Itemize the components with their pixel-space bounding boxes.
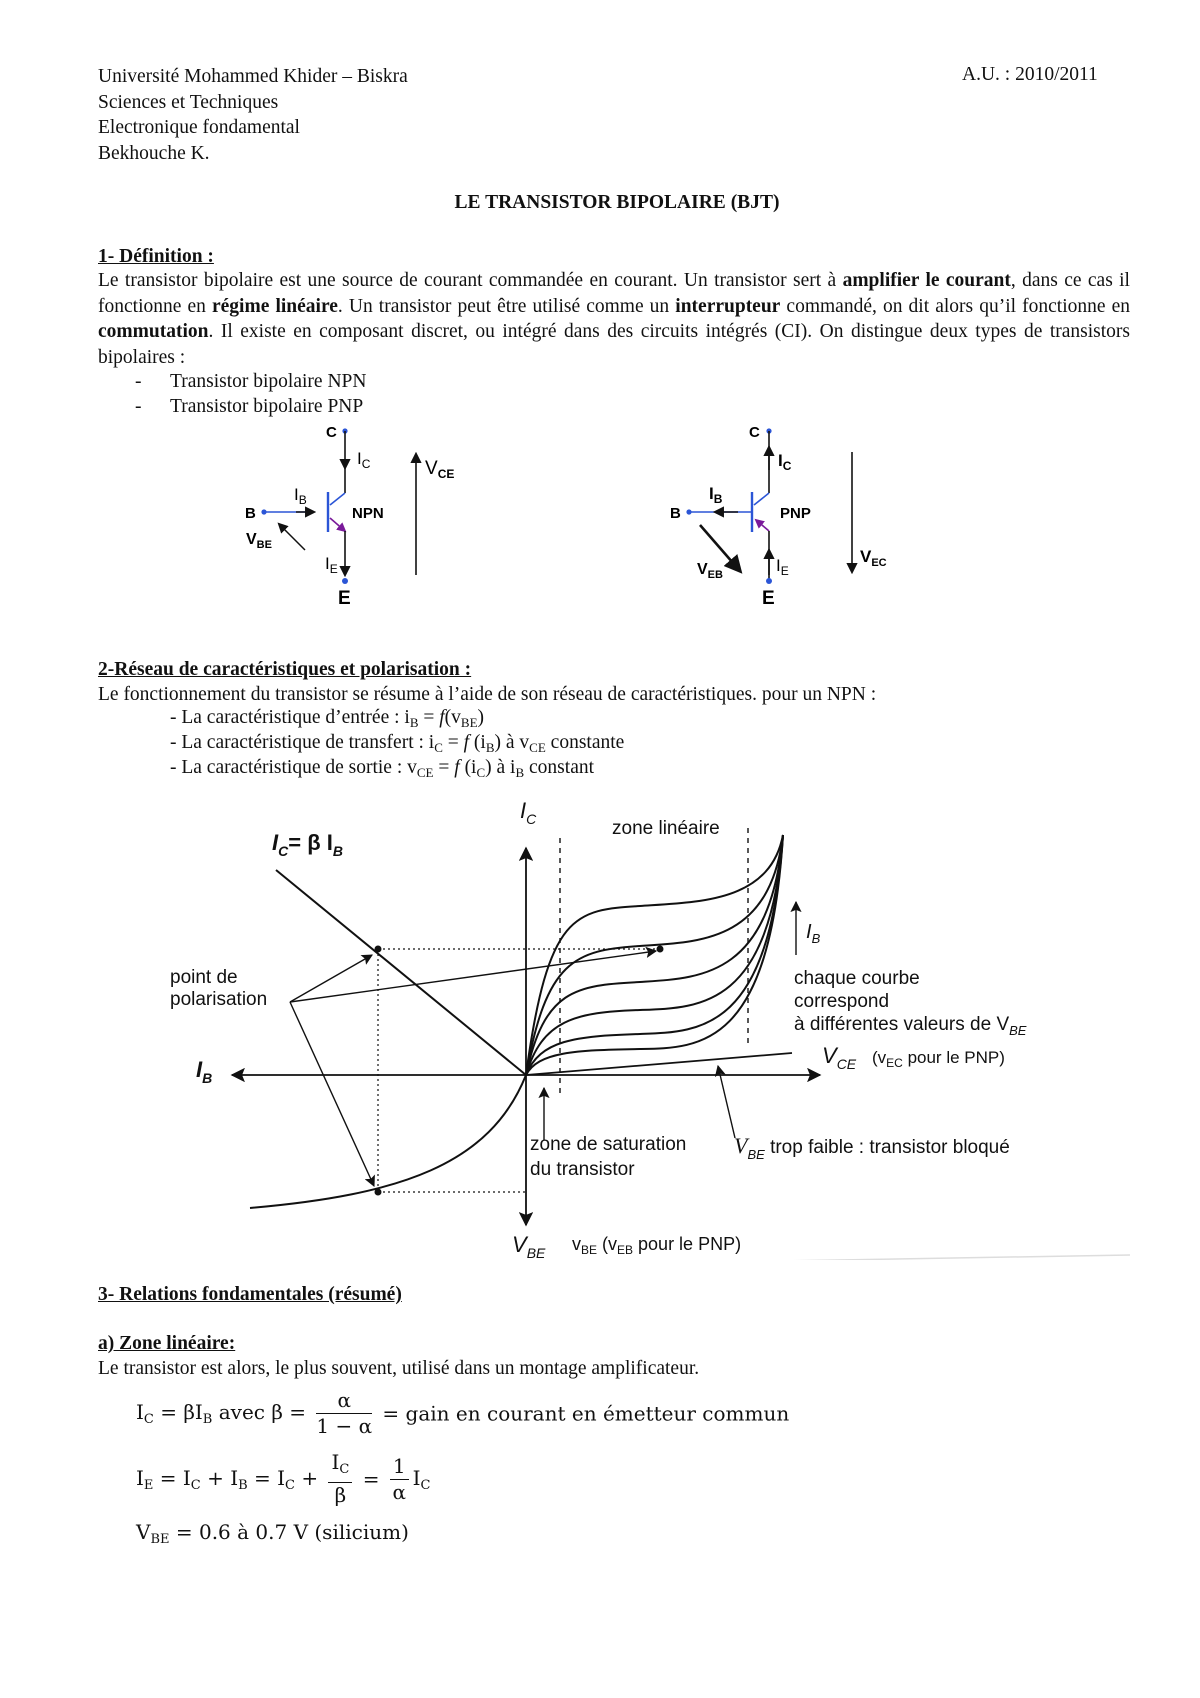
npn-vbe-label: $V_{BE}$ [246, 531, 272, 551]
header-author: Bekhouche K. [98, 143, 210, 164]
header-course: Electronique fondamental [98, 117, 300, 138]
saturation-label-1: zone de saturation [530, 1134, 687, 1155]
chaque-courbe-label-1: chaque courbe [794, 968, 920, 989]
page-title: LE TRANSISTOR BIPOLAIRE (BJT) [454, 192, 780, 213]
chaque-courbe-label-2: correspond [794, 991, 890, 1012]
zone-lineaire-label: zone linéaire [612, 818, 720, 839]
ib-axis-label: $I_B$ [196, 1057, 213, 1086]
section-1-heading: 1- Définition : [98, 246, 214, 267]
ic-axis-label: $I_C$ [520, 798, 537, 827]
polarisation-label: polarisation [170, 989, 268, 1010]
npn-ie-label: $I_E$ [325, 554, 338, 576]
section-2-heading: 2-Réseau de caractéristiques et polarisation : [98, 659, 472, 680]
blocked-label: $V_{BE}$ trop faible : transistor bloqué [734, 1133, 1010, 1162]
blocked-line [526, 1053, 792, 1075]
pnp-type-label: PNP [780, 505, 811, 522]
pnp-vec-label: $V_{EC}$ [860, 547, 887, 569]
pnp-b-label: B [670, 505, 681, 522]
section-3-heading: 3- Relations fondamentales (résumé) [98, 1284, 402, 1305]
output-curve-2 [526, 835, 783, 1075]
npn-type-label: NPN [352, 505, 384, 522]
pnp-c-label: C [749, 424, 760, 441]
section-3a-heading: a) Zone linéaire: [98, 1333, 236, 1354]
output-curve-1 [526, 835, 783, 1075]
bullet-dash: - [135, 371, 142, 392]
output-curve-4 [526, 835, 783, 1075]
ic-beta-ib-label: $I_C= \beta$ $I_B$ [272, 830, 343, 859]
point-de-label: point de [170, 967, 238, 988]
list-item-pnp: Transistor bipolaire PNP [170, 396, 364, 417]
section-3a-text: Le transistor est alors, le plus souvent, utilisé dans un montage amplificateur. [98, 1358, 700, 1379]
characteristic-output: - La caractéristique de sortie : $v_{CE} = f$ $(i_C)$ à $i_B$ constant [170, 757, 595, 780]
transfer-line [276, 870, 526, 1075]
characteristic-transfer: - La caractéristique de transfert : $i_C = f$ $(i_B)$ à $v_{CE}$ constante [170, 732, 625, 755]
list-item-npn: Transistor bipolaire NPN [170, 371, 367, 392]
output-curve-5 [526, 835, 783, 1075]
section-1-paragraph: Le transistor bipolaire est une source de courant commandée en courant. Un transistor sert à amplifier le courant, dans ce cas il fonctionne en régime linéaire. Un transistor peut être utilisé comme un interrupteur commandé, on dit alors qu’il fonctionne en commutation. Il existe en composant discret, ou intégré dans des circuits intégrés (CI). On distingue deux types de transistors bipolaires : [98, 270, 1131, 368]
vec-pnp-label: ($v_{EC}$ pour le PNP) [872, 1048, 1005, 1070]
npn-c-label: C [326, 424, 337, 441]
ib-increase-label: $I_B$ [806, 921, 821, 946]
section-2-intro: Le fonctionnement du transistor se résume à l’aide de son réseau de caractéristiques. pour un NPN : [98, 684, 877, 705]
equation-ic-beta: $I_C = \beta I_B$ avec β = $\frac{\alpha}{1 - \alpha}$ = gain en courant en émetteur commun [136, 1388, 790, 1438]
pnp-ie-label: $I_E$ [776, 556, 789, 578]
pnp-ib-label: $I_B$ [709, 484, 723, 506]
output-curve-3 [526, 835, 783, 1075]
pnp-e-label: E [762, 588, 775, 609]
npn-ib-label: $I_B$ [294, 485, 307, 507]
characteristic-input: - La caractéristique d’entrée : $i_B = f(v_{BE})$ [170, 707, 485, 730]
bullet-dash: - [135, 396, 142, 417]
equation-vbe: $V_{BE} = 0.6$ à 0.7 V (silicium) [136, 1520, 409, 1547]
npn-vce-label: $V_{CE}$ [425, 458, 455, 481]
input-curve [250, 1075, 526, 1208]
header-faculty: Sciences et Techniques [98, 92, 279, 113]
pnp-veb-label: $V_{EB}$ [697, 561, 723, 581]
npn-e-label: E [338, 588, 351, 609]
header-university: Université Mohammed Khider – Biskra [98, 66, 408, 87]
npn-b-label: B [245, 505, 256, 522]
vce-axis-label: $V_{CE}$ [822, 1043, 857, 1072]
header-year: A.U. : 2010/2011 [962, 64, 1098, 85]
pnp-ic-label: $I_C$ [778, 451, 792, 473]
chaque-courbe-label-3: à différentes valeurs de $V_{BE}$ [794, 1014, 1027, 1038]
npn-ic-label: $I_C$ [357, 449, 371, 471]
vbe-axis-label: $V_{BE}$ [512, 1232, 546, 1260]
output-curve-6 [526, 835, 783, 1075]
vbe-pnp-label: $v_{BE}$ ($v_{EB}$ pour le PNP) [572, 1234, 742, 1257]
equation-ie: $I_E = I_C + I_B = I_C$ + $\frac{I_C}{\beta}$ = $\frac{1}{\alpha}$ $I_C$ [136, 1450, 431, 1507]
saturation-label-2: du transistor [530, 1159, 635, 1180]
